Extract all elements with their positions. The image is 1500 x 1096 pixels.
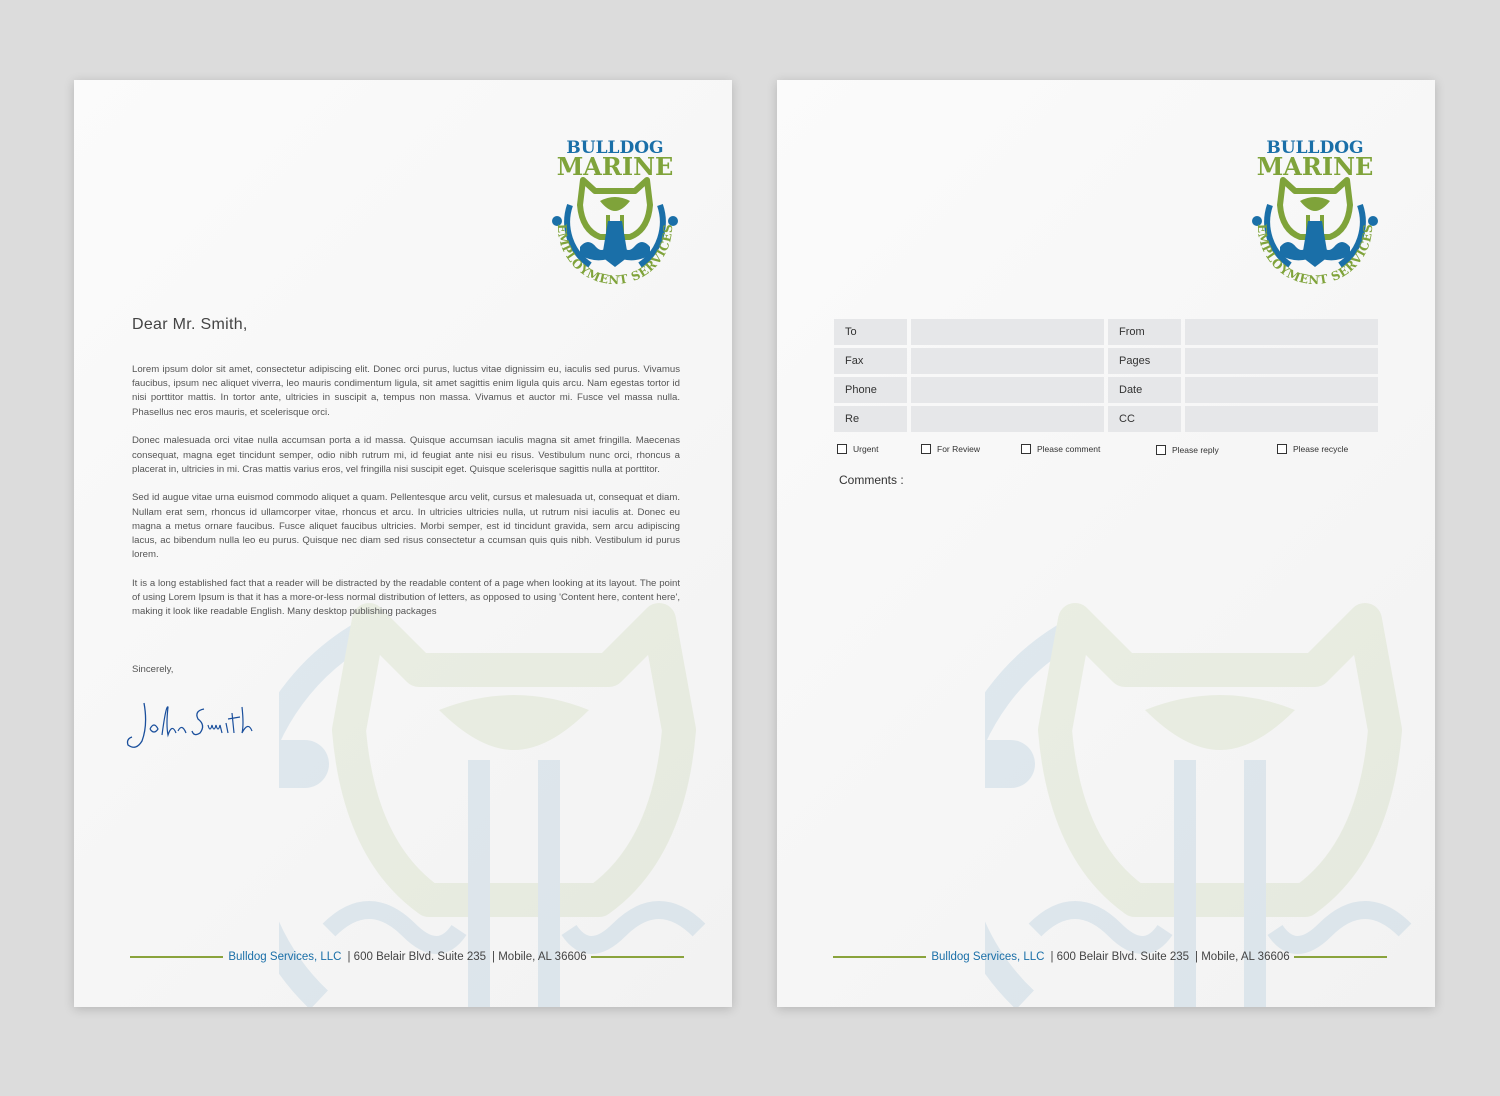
- fax-fields-table: [834, 319, 1380, 435]
- fax-label-fax: Fax: [834, 348, 907, 374]
- letter-closing: Sincerely,: [132, 664, 174, 675]
- letter-greeting: Dear Mr. Smith,: [132, 316, 248, 333]
- checkbox-label: Please comment: [1037, 444, 1101, 454]
- footer-rule: [1294, 956, 1387, 958]
- letter-paragraph: Donec malesuada orci vitae nulla accumsan porta a id massa. Quisque accumsan iaculis magna sit amet fringilla. Maecenas consequat, magna eget tincidunt semper, odio nibh rutrum mi, id feugiat ante nisi eu risus. Vestibulum nunc orci, rhoncus a placerat in, ultricies in mi. Cras mattis varius eros, vel fringilla nisi suscipit eget. Quisque scelerisque sagittis nulla at porttitor.: [132, 435, 680, 475]
- footer-company: Bulldog Services, LLC: [228, 951, 342, 963]
- fax-field-fax[interactable]: [911, 348, 1104, 374]
- letter-paragraph: It is a long established fact that a reader will be distracted by the readable content of a page when looking at its layout. The point of using Lorem Ipsum is that it has a more-or-less normal distribution of letters, as opposed to using 'Content here, content here', making it look like readable English. Many desktop publishing packages: [132, 577, 680, 618]
- comments-label: Comments :: [839, 473, 904, 487]
- fax-label-re: Re: [834, 406, 907, 432]
- fax-footer: [833, 949, 1387, 965]
- checkbox-icon[interactable]: [1277, 444, 1287, 454]
- fax-row: [834, 377, 1380, 403]
- letter-paragraph: Lorem ipsum dolor sit amet, consectetur adipiscing elit. Donec orci purus, luctus vitae dignissim eu, iaculis sed purus. Vivamus faucibus, ipsum nec aliquet viverra, leo mauris condimentum ligula, sit amet sagittis enim ligula quis arcu. Nam egestas tortor id nisi porttitor mattis. In tortor ante, ultricies in suscipit a, tempus non massa. Vivamus et auctor mi. Fusce vel massa nulla. Phasellus nec eros mauris, et scelerisque orci.: [132, 364, 680, 418]
- footer-city: | Mobile, AL 36606: [492, 951, 587, 963]
- fax-field-pages[interactable]: [1185, 348, 1378, 374]
- fax-field-from[interactable]: [1185, 319, 1378, 345]
- bulldog-watermark: [985, 600, 1435, 1007]
- checkbox-label: Please reply: [1172, 445, 1219, 455]
- checkbox-icon[interactable]: [1021, 444, 1031, 454]
- fax-row: [834, 319, 1380, 345]
- fax-label-cc: CC: [1108, 406, 1181, 432]
- checkbox-please-comment[interactable]: [1021, 444, 1100, 454]
- fax-label-pages: Pages: [1108, 348, 1181, 374]
- fax-field-re[interactable]: [911, 406, 1104, 432]
- fax-label-date: Date: [1108, 377, 1181, 403]
- checkbox-label: Urgent: [853, 444, 879, 454]
- checkbox-please-reply[interactable]: [1156, 445, 1219, 455]
- fax-label-phone: Phone: [834, 377, 907, 403]
- checkbox-urgent[interactable]: [837, 444, 879, 454]
- letter-paragraph: Sed id augue vitae urna euismod commodo aliquet a quam. Pellentesque arcu velit, cursus et malesuada ut, consequat et diam. Nullam erat sem, rhoncus id ullamcorper vitae, rhoncus et arcu. In ultricies ultricies nulla, ut rutrum nisi iaculis at. Donec eu magna a metus ornare faucibus. Fusce aliquet faucibus ultricies. Morbi semper, est id tincidunt gravida, sem arcu adipiscing lacus, ac bibendum nulla leo eu purus. Quisque nec diam sed risus consectetur a ccumsan quis quis nibh. Vestibulum id purus lorem.: [132, 492, 680, 561]
- footer-address: | 600 Belair Blvd. Suite 235: [1050, 951, 1190, 963]
- checkbox-please-recycle[interactable]: [1277, 444, 1348, 454]
- fax-row: [834, 406, 1380, 432]
- footer-city: | Mobile, AL 36606: [1195, 951, 1290, 963]
- checkbox-icon[interactable]: [921, 444, 931, 454]
- fax-label-to: To: [834, 319, 907, 345]
- checkbox-icon[interactable]: [1156, 445, 1166, 455]
- checkbox-for-review[interactable]: [921, 444, 980, 454]
- footer-address: | 600 Belair Blvd. Suite 235: [347, 951, 487, 963]
- letter-footer: [130, 949, 684, 965]
- letter-body: [132, 363, 680, 634]
- footer-rule: [591, 956, 684, 958]
- fax-checkbox-row: [777, 444, 1435, 460]
- handwritten-signature: [124, 695, 264, 755]
- bulldog-watermark: [279, 600, 732, 1007]
- fax-field-cc[interactable]: [1185, 406, 1378, 432]
- fax-field-date[interactable]: [1185, 377, 1378, 403]
- letterhead-page: [74, 80, 732, 1007]
- footer-rule: [833, 956, 926, 958]
- bulldog-marine-logo: [1250, 135, 1380, 285]
- fax-field-to[interactable]: [911, 319, 1104, 345]
- checkbox-icon[interactable]: [837, 444, 847, 454]
- fax-row: [834, 348, 1380, 374]
- fax-cover-page: [777, 80, 1435, 1007]
- footer-company: Bulldog Services, LLC: [931, 951, 1045, 963]
- checkbox-label: Please recycle: [1293, 444, 1349, 454]
- fax-field-phone[interactable]: [911, 377, 1104, 403]
- bulldog-marine-logo: [550, 135, 680, 285]
- fax-label-from: From: [1108, 319, 1181, 345]
- footer-rule: [130, 956, 223, 958]
- checkbox-label: For Review: [937, 444, 980, 454]
